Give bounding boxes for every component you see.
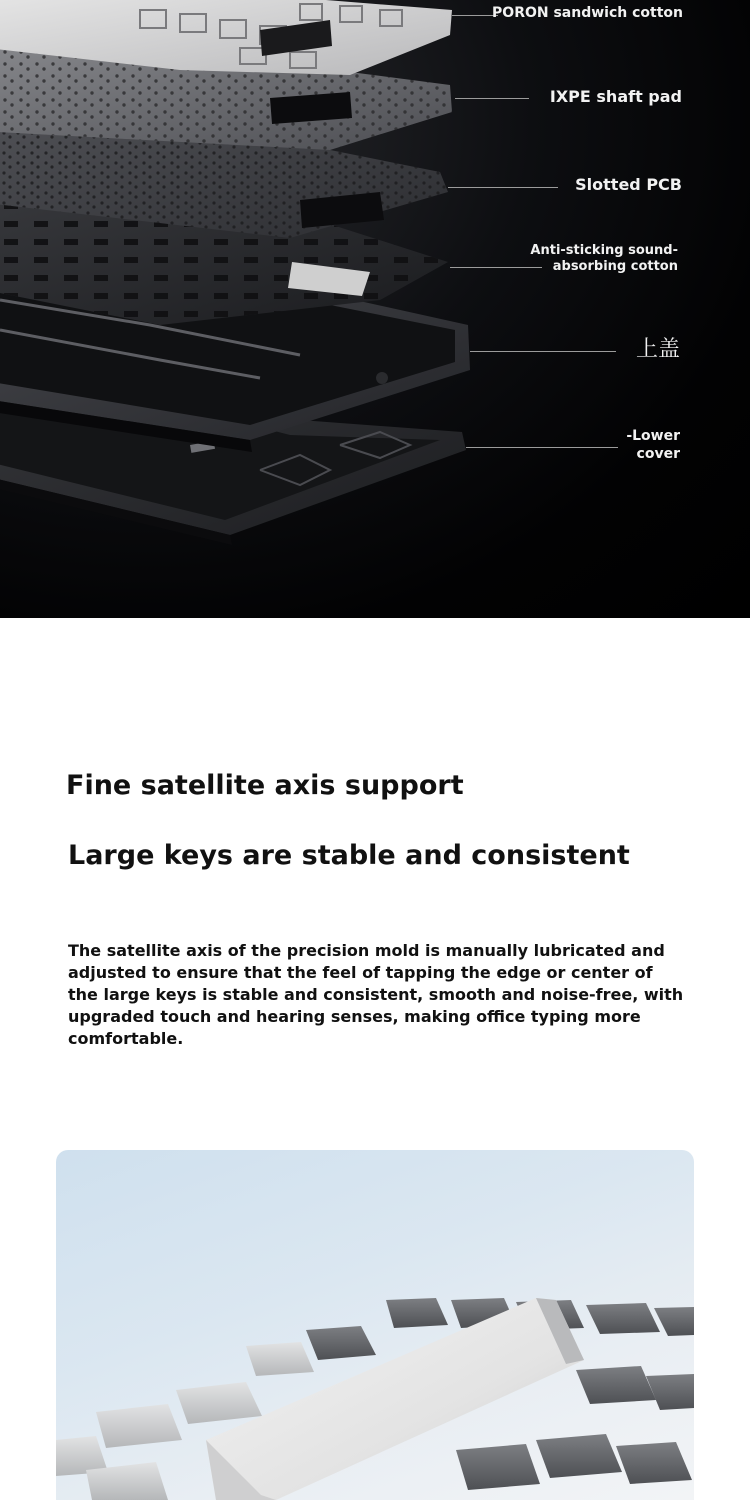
section-title: Fine satellite axis support: [66, 770, 464, 801]
label-poron-cotton: PORON sandwich cotton: [492, 5, 683, 21]
section-subtitle: Large keys are stable and consistent: [68, 840, 630, 871]
callout-line-upper: [470, 351, 616, 352]
exploded-layer-view: [0, 0, 750, 618]
label-upper-cover: 上盖: [635, 337, 680, 362]
label-lower-cover: -Lower cover: [626, 428, 680, 462]
callout-line-lower: [466, 447, 618, 448]
callout-line-pcb: [448, 187, 558, 188]
keycap-photo: [56, 1150, 694, 1500]
keycap-illustration: [56, 1150, 694, 1500]
label-anti-sticking-cotton: Anti-sticking sound-absorbing cotton: [530, 243, 678, 275]
label-slotted-pcb: Slotted PCB: [575, 175, 682, 194]
callout-line-ixpe: [455, 98, 529, 99]
label-ixpe-shaft-pad: IXPE shaft pad: [549, 87, 682, 106]
section-description: The satellite axis of the precision mold is manually lubricated and adjusted to ensure that the feel of tapping the edge or center of the large keys is stable and consistent, smooth and noise-free, with upgraded touch and hearing senses, making office typing more comfortable.: [68, 941, 684, 1048]
